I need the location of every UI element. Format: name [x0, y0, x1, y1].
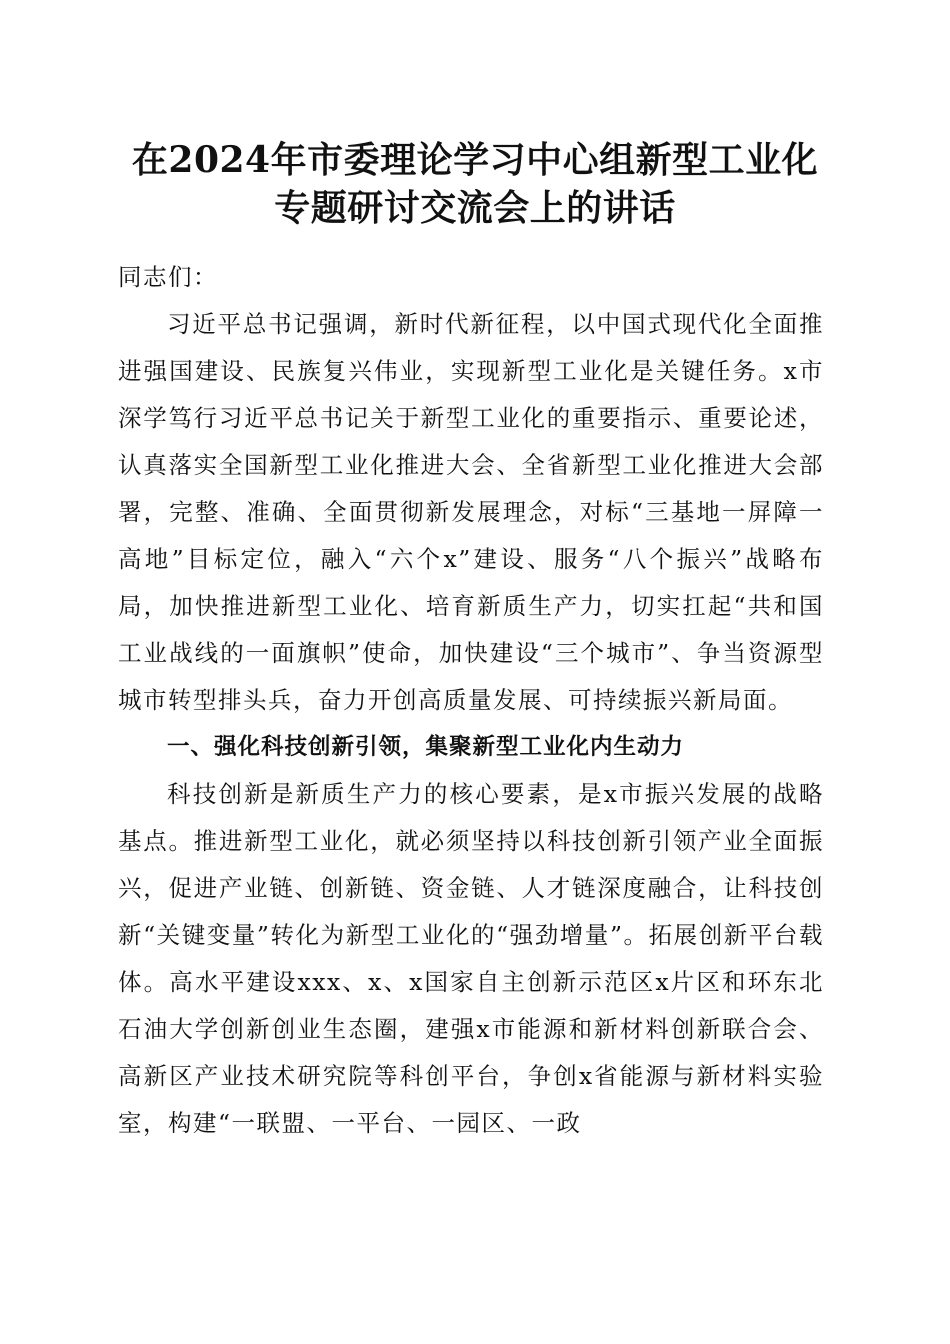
paragraph-intro: 习近平总书记强调，新时代新征程，以中国式现代化全面推进强国建设、民族复兴伟业，实现新型工业化是关键任务。x市深学笃行习近平总书记关于新型工业化的重要指示、重要论述，认真落实全国新型工业化推进大会、全省新型工业化推进大会部署，完整、准确、全面贯彻新发展理念，对标“三基地一屏障一高地”目标定位，融入“六个x”建设、服务“八个振兴”战略布局，加快推进新型工业化、培育新质生产力，切实扛起“共和国工业战线的一面旗帜”使命，加快建设“三个城市”、争当资源型城市转型排头兵，奋力开创高质量发展、可持续振兴新局面。 — [118, 310, 824, 714]
paragraph-section-1: 科技创新是新质生产力的核心要素，是x市振兴发展的战略基点。推进新型工业化，就必须坚持以科技创新引领产业全面振兴，促进产业链、创新链、资金链、人才链深度融合，让科技创新“关键变量”转化为新型工业化的“强劲增量”。拓展创新平台载体。高水平建设xxx、x、x国家自主创新示范区x片区和环东北石油大学创新创业生态圈，建强x市能源和新材料创新联合会、高新区产业技术研究院等科创平台，争创x省能源与新材料实验室，构建“一联盟、一平台、一园区、一政 — [118, 780, 824, 1137]
section-heading-1: 一、强化科技创新引领，集聚新型工业化内生动力 — [167, 734, 685, 760]
salutation: 同志们： — [118, 263, 218, 291]
document-body — [118, 254, 824, 1147]
document-title: 在2024年市委理论学习中心组新型工业化专题研讨交流会上的讲话 — [131, 139, 819, 229]
